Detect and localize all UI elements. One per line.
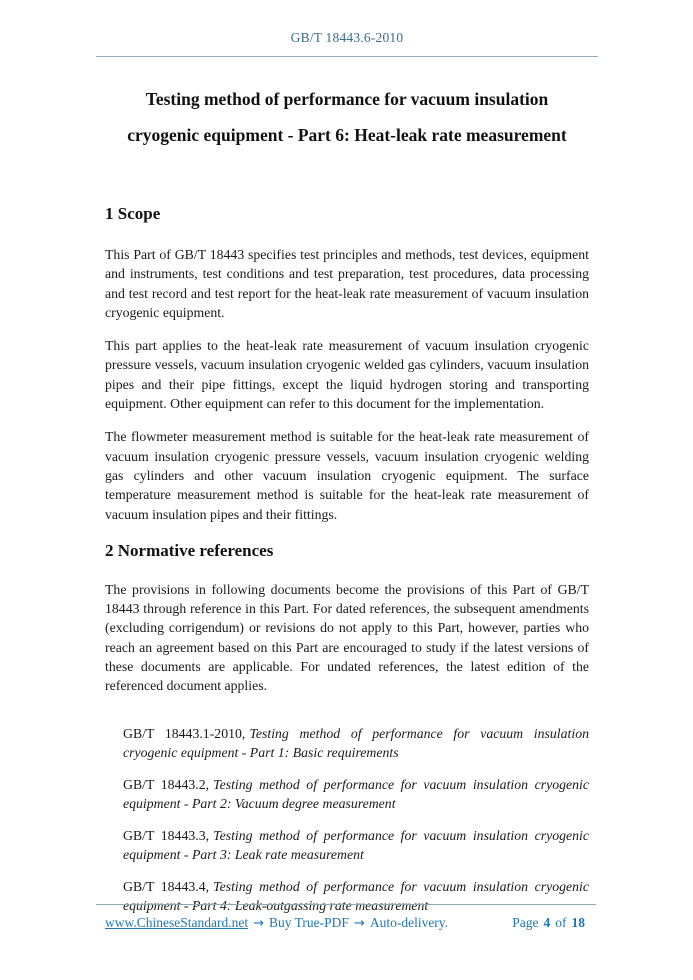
page-indicator [511, 915, 589, 931]
reference-2-code: GB/T 18443.2, [123, 776, 210, 792]
footer-auto-delivery-label: Auto-delivery. [369, 915, 449, 930]
reference-item-1 [123, 724, 589, 763]
footer-left [105, 915, 448, 931]
scope-paragraph-1: This Part of GB/T 18443 specifies test principles and methods, test devices, equipment and instruments, test conditions and test preparation, test procedures, data processing and test record and test report for the heat-leak rate measurement of vacuum insulation cryogenic equipment. [105, 247, 589, 320]
current-page-number: 4 [543, 915, 551, 930]
document-title [105, 81, 589, 153]
reference-1-title: Testing method of performance for vacuum insulation cryogenic equipment - Part 1: Basic requirements [123, 725, 589, 761]
reference-4-title: Testing method of performance for vacuum insulation cryogenic equipment - Part 4: Leak-outgassing rate measurement [123, 878, 589, 914]
reference-1-code: GB/T 18443.1-2010, [123, 725, 246, 741]
arrow-right-icon: → [253, 916, 265, 931]
section-1-heading: 1 Scope [105, 204, 161, 223]
scope-paragraph-2: This part applies to the heat-leak rate measurement of vacuum insulation cryogenic pressure vessels, vacuum insulation cryogenic welded gas cylinders, vacuum insulation pipes and their pipe fittings, except the liquid hydrogen storing and transporting equipment. Other equipment can refer to this document for the implementation. [105, 338, 589, 412]
page-label: Page [512, 915, 539, 930]
total-page-number: 18 [571, 915, 585, 930]
page-footer [96, 904, 596, 931]
reference-item-2 [123, 775, 589, 814]
header-doc-number: GB/T 18443.6-2010 [290, 30, 404, 45]
reference-2-title: Testing method of performance for vacuum insulation cryogenic equipment - Part 2: Vacuum degree measurement [123, 776, 589, 812]
page-content [105, 0, 589, 916]
footer-buy-truepdf-label: Buy True-PDF [269, 915, 349, 930]
arrow-right-icon: → [353, 916, 365, 931]
reference-item-3 [123, 826, 589, 865]
reference-3-title: Testing method of performance for vacuum insulation cryogenic equipment - Part 3: Leak rate measurement [123, 827, 589, 863]
of-label: of [555, 915, 567, 930]
scope-paragraph-3: The flowmeter measurement method is suitable for the heat-leak rate measurement of vacuum insulation cryogenic pressure vessels, vacuum insulation cryogenic welding gas cylinders and other vacuum insulation cryogenic equipment. The surface temperature measurement method is suitable for the heat-leak rate measurement of vacuum insulation pipes and their fittings. [105, 429, 589, 522]
chinesestandard-link[interactable]: www.ChineseStandard.net [105, 915, 249, 930]
document-title-line-2: cryogenic equipment - Part 6: Heat-leak rate measurement [127, 125, 567, 145]
reference-3-code: GB/T 18443.3, [123, 827, 210, 843]
document-title-line-1: Testing method of performance for vacuum insulation [145, 89, 549, 109]
normative-references-paragraph: The provisions in following documents become the provisions of this Part of GB/T 18443 through reference in this Part. For dated references, the subsequent amendments (excluding corrigendum) or revisions do not apply to this Part, however, parties who reach an agreement based on this Part are encouraged to study if the latest versions of these documents are applicable. For undated references, the latest edition of the referenced document applies. [105, 581, 589, 694]
header-rule [96, 56, 598, 57]
reference-4-code: GB/T 18443.4, [123, 878, 210, 894]
section-2-heading: 2 Normative references [105, 540, 274, 560]
